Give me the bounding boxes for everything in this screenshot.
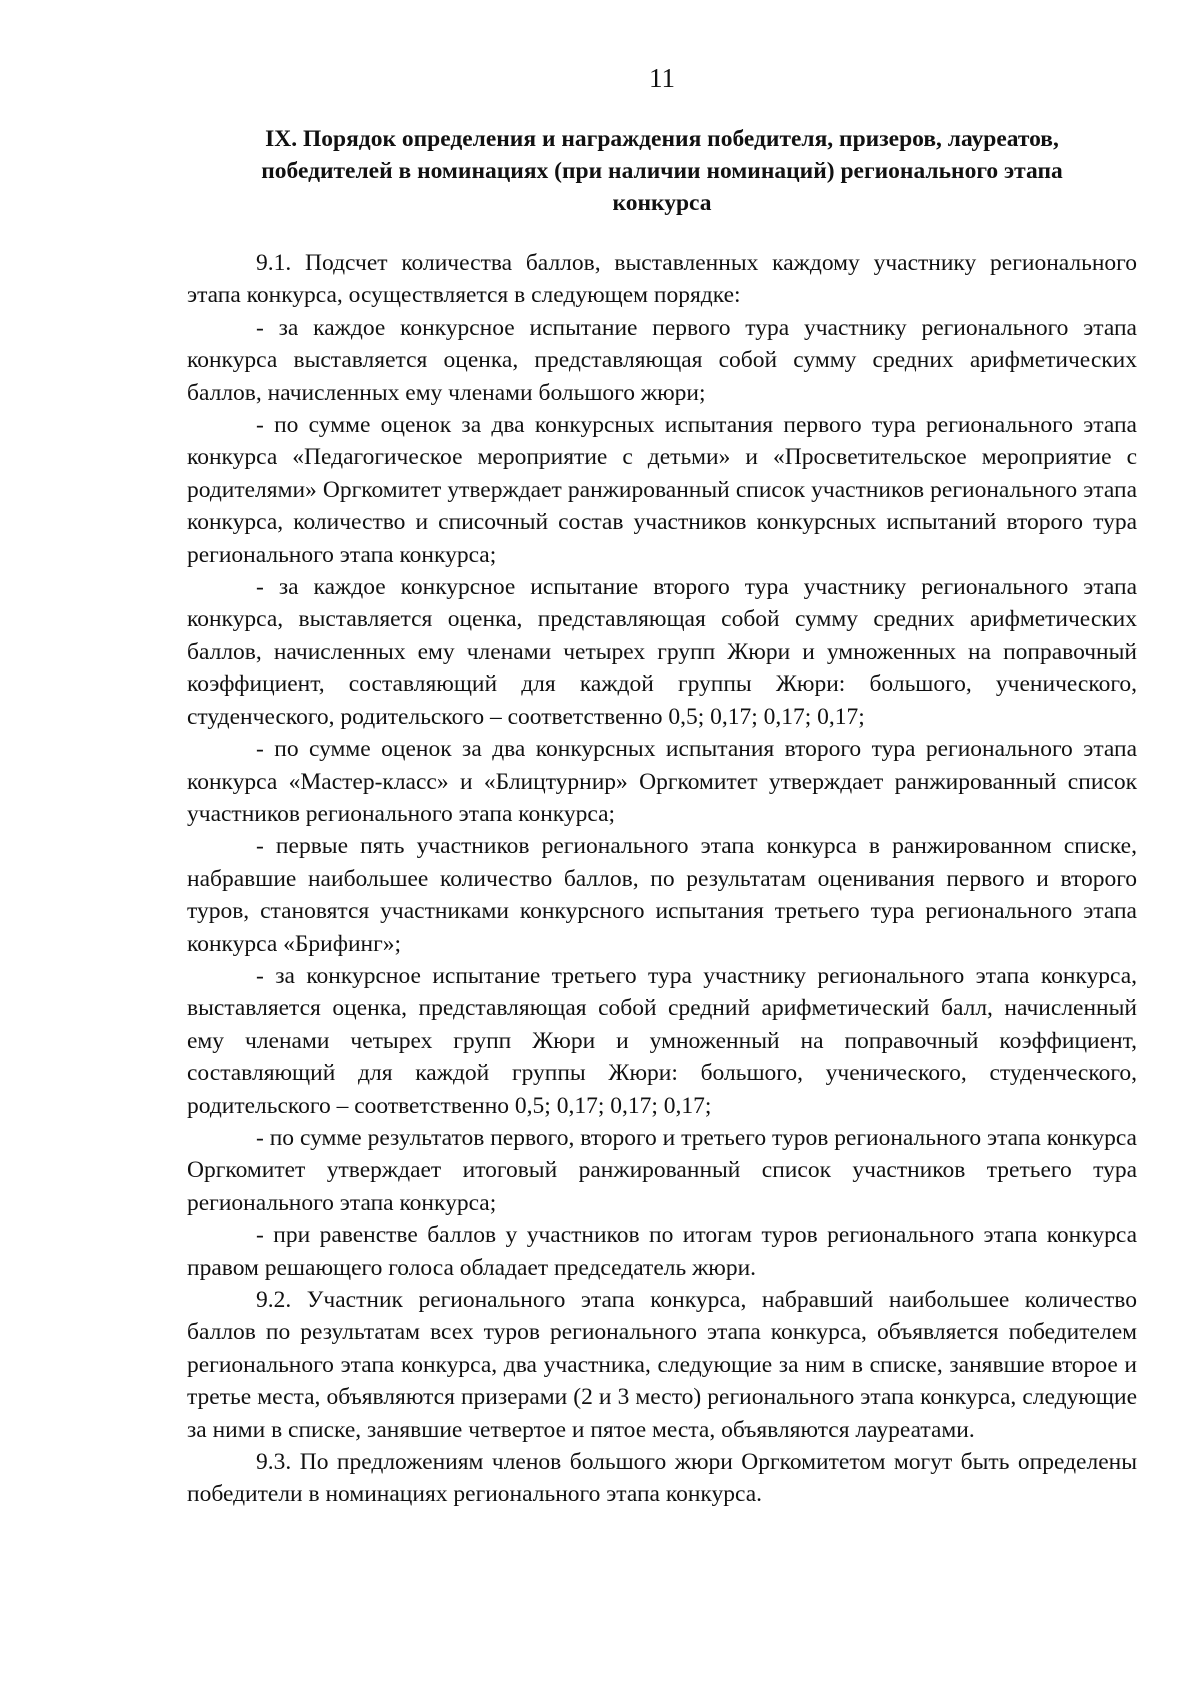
paragraph-9-2: 9.2. Участник регионального этапа конкурса, набравший наибольшее количество баллов по результатам всех туров регионального этапа конкурса, объявляется победителем регионального этапа конкурса, два участника, следующие за ним в списке, занявшие второе и третье места, объявляются призерами (2 и 3 место) регионального этапа конкурса, следующие за ними в списке, занявшие четвертое и пятое места, объявляются лауреатами.: [187, 1287, 1137, 1443]
list-item: - за каждое конкурсное испытание второго тура участнику регионального этапа конкурса, выставляется оценка, представляющая собой сумму средних арифметических баллов, начисленных ему членами четырех групп Жюри и умноженных на поправочный коэффициент, составляющий для каждой группы Жюри: большого, ученического, студенческого, родительского – соответственно 0,5; 0,17; 0,17; 0,17;: [187, 574, 1137, 730]
list-item: - по сумме оценок за два конкурсных испытания первого тура регионального этапа конкурса «Педагогическое мероприятие с детьми» и «Просветительское мероприятие с родителями» Оргкомитет утверждает ранжированный список участников регионального этапа конкурса, количество и списочный состав участников конкурсных испытаний второго тура регионального этапа конкурса;: [187, 412, 1137, 568]
paragraph-9-1: 9.1. Подсчет количества баллов, выставленных каждому участнику регионального этапа конкурса, осуществляется в следующем порядке:: [187, 250, 1137, 309]
list-item: - первые пять участников регионального этапа конкурса в ранжированном списке, набравшие наибольшее количество баллов, по результатам оценивания первого и второго туров, становятся участниками конкурсного испытания третьего тура регионального этапа конкурса «Брифинг»;: [187, 833, 1137, 957]
section-body: [187, 247, 1137, 1511]
section-title-line: конкурса: [612, 190, 712, 216]
section-title: [187, 123, 1137, 219]
document-page: [187, 60, 1137, 1511]
list-item: - при равенстве баллов у участников по итогам туров регионального этапа конкурса правом решающего голоса обладает председатель жюри.: [187, 1222, 1137, 1281]
paragraph-9-3: 9.3. По предложениям членов большого жюри Оргкомитетом могут быть определены победители в номинациях регионального этапа конкурса.: [187, 1449, 1137, 1508]
page-number: 11: [649, 63, 675, 93]
list-item: - за конкурсное испытание третьего тура участнику регионального этапа конкурса, выставляется оценка, представляющая собой средний арифметический балл, начисленный ему членами четырех групп Жюри и умноженный на поправочный коэффициент, составляющий для каждой группы Жюри: большого, ученического, студенческого, родительского – соответственно 0,5; 0,17; 0,17; 0,17;: [187, 962, 1137, 1119]
section-title-line: победителей в номинациях (при наличии номинаций) регионального этапа: [261, 158, 1063, 184]
list-item: - за каждое конкурсное испытание первого тура участнику регионального этапа конкурса выставляется оценка, представляющая собой сумму средних арифметических баллов, начисленных ему членами большого жюри;: [187, 314, 1137, 406]
list-item: - по сумме оценок за два конкурсных испытания второго тура регионального этапа конкурса «Мастер-класс» и «Блицтурнир» Оргкомитет утверждает ранжированный список участников регионального этапа конкурса;: [187, 736, 1137, 827]
section-title-line: IX. Порядок определения и награждения победителя, призеров, лауреатов,: [265, 126, 1059, 152]
list-item: - по сумме результатов первого, второго и третьего туров регионального этапа конкурса Оргкомитет утверждает итоговый ранжированный список участников третьего тура регионального этапа конкурса;: [187, 1124, 1137, 1216]
